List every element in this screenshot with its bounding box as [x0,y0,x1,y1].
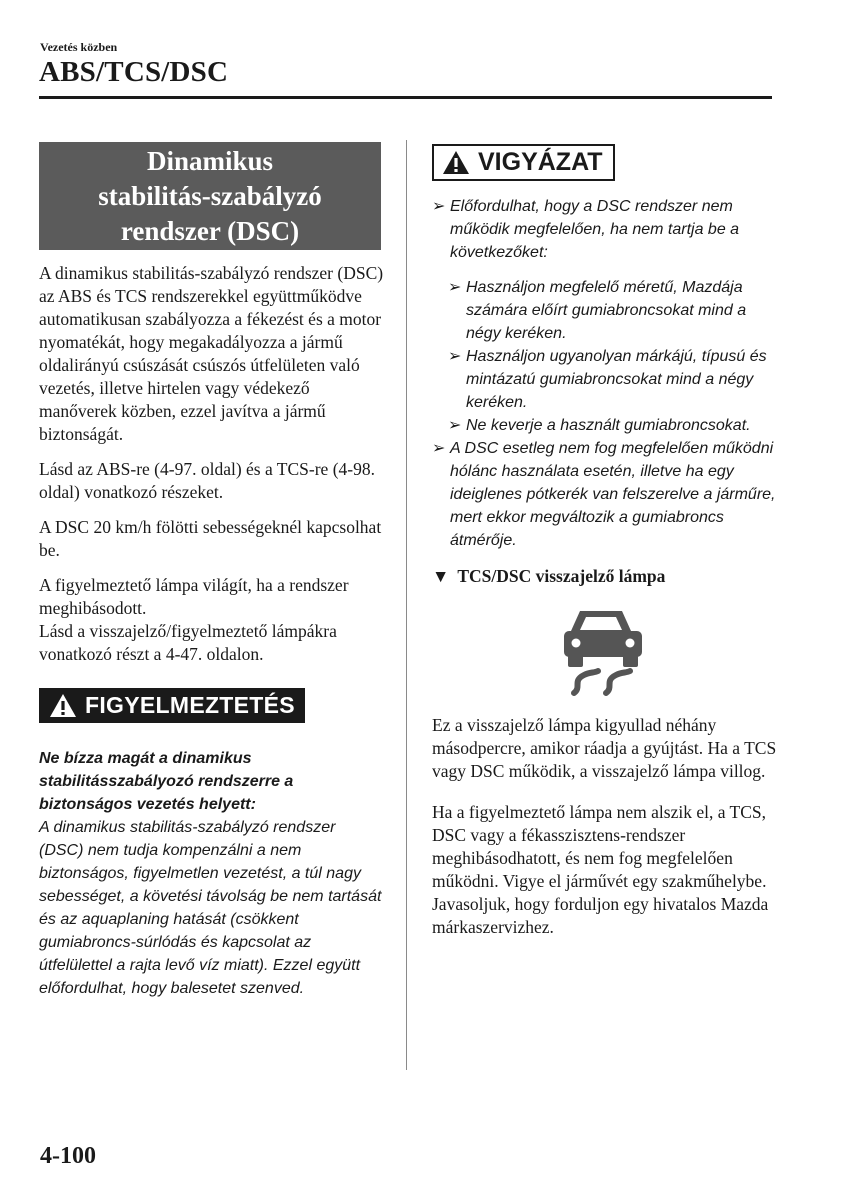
subsection-heading [432,566,777,587]
warning-block [39,688,384,1000]
column-divider [406,140,407,1070]
caution-item [432,345,777,414]
caution-item-text: Előfordulhat, hogy a DSC rendszer nem működik megfelelően, ha nem tartja be a következőket: [450,198,740,261]
section-title-line: rendszer (DSC) [120,215,300,246]
breadcrumb: Vezetés közben [40,40,118,54]
section-title-line: stabilitás-szabályzó [98,180,322,211]
page-number: 4-100 [40,1143,96,1169]
warning-triangle-icon [442,150,470,175]
warning-text: A dinamikus stabilitás-szabályzó rendszer (DSC) nem tudja kompenzálni a nem biztonságos, figyelmetlen vezetést, a túl nagy sebességet, a követési távolság be nem tartását és az aquaplaning hatását (csökkent gumiabroncs-súrlódás és kapcsolat az útfelülettel a rajta levő víz miatt). Ezzel együtt előfordulhat, hogy balesetet szenved. [39,819,382,997]
body-paragraph: Lásd a visszajelző/figyelmeztető lámpákra vonatkozó részt a 4-47. oldalon. [39,621,337,664]
caution-item [432,276,777,345]
body-paragraph: A figyelmeztető lámpa világít, ha a rendszer meghibásodott. [39,575,349,618]
body-paragraph: Ez a visszajelző lámpa kigyullad néhány másodpercre, amikor ráadja a gyújtást. Ha a TCS vagy DSC működik, a visszajelző lámpa villog. [432,715,777,781]
warning-label [39,688,305,723]
right-column [432,144,777,939]
section-title-line: Dinamikus [146,145,274,176]
caution-item-text: Használjon megfelelő méretű, Mazdája számára előírt gumiabroncsokat mind a négy keréken. [466,279,747,342]
caution-item [432,195,777,264]
caution-label [432,144,615,181]
warning-triangle-icon [49,693,77,718]
warning-label-text: FIGYELMEZTETÉS [85,692,295,718]
caution-item-text: Használjon ugyanolyan márkájú, típusú és mintázatú gumiabroncsokat mind a négy keréken. [466,348,767,411]
body-paragraph: A dinamikus stabilitás-szabályzó rendszer (DSC) az ABS és TCS rendszerekkel együttműködve automatikusan szabályozza a fékezést és a motor nyomatékát, hogy megakadályozza a jármű oldalirányú csúszását csúszós útfelületen való vezetés, illetve hirtelen vagy védekező manőverek közben, ezzel javítva a jármű biztonságát. [39,263,384,444]
caution-item-text: Ne keverje a használt gumiabroncsokat. [466,417,751,434]
page-title: ABS/TCS/DSC [39,56,229,88]
caution-item [432,437,777,552]
caution-item-text: A DSC esetleg nem fog megfelelően működni hólánc használata esetén, illetve ha egy ideiglenes pótkerék van felszerelve a járműre, mert ekkor megváltozik a gumiabroncs átmérője. [450,440,776,549]
left-column [39,142,384,1000]
header-rule [39,96,772,99]
caution-label-text: VIGYÁZAT [478,148,603,176]
triangle-down-icon: ▼ [432,566,450,586]
section-title-box [39,142,381,250]
caution-item [432,414,777,437]
bullet-arrow-icon: ➢ [432,440,446,457]
subsection-title: TCS/DSC visszajelző lámpa [457,566,666,586]
warning-heading: Ne bízza magát a dinamikus stabilitásszabályozó rendszerre a biztonságos vezetés helyett: [39,750,294,813]
body-paragraph: Lásd az ABS-re (4-97. oldal) és a TCS-re (4-98. oldal) vonatkozó részeket. [39,459,375,502]
bullet-arrow-icon: ➢ [432,198,446,215]
bullet-arrow-icon: ➢ [448,279,462,296]
bullet-arrow-icon: ➢ [448,417,462,434]
skidding-car-icon [560,605,650,700]
bullet-arrow-icon: ➢ [448,348,462,365]
body-paragraph: Ha a figyelmeztető lámpa nem alszik el, a TCS, DSC vagy a fékasszisztens-rendszer meghibásodhatott, és nem fog megfelelően működni. Vigye el járművét egy szakműhelybe. Javasoljuk, hogy forduljon egy hivatalos Mazda márkaszervizhez. [432,802,769,937]
body-paragraph: A DSC 20 km/h fölötti sebességeknél kapcsolhat be. [39,517,382,560]
caution-list [432,195,777,552]
